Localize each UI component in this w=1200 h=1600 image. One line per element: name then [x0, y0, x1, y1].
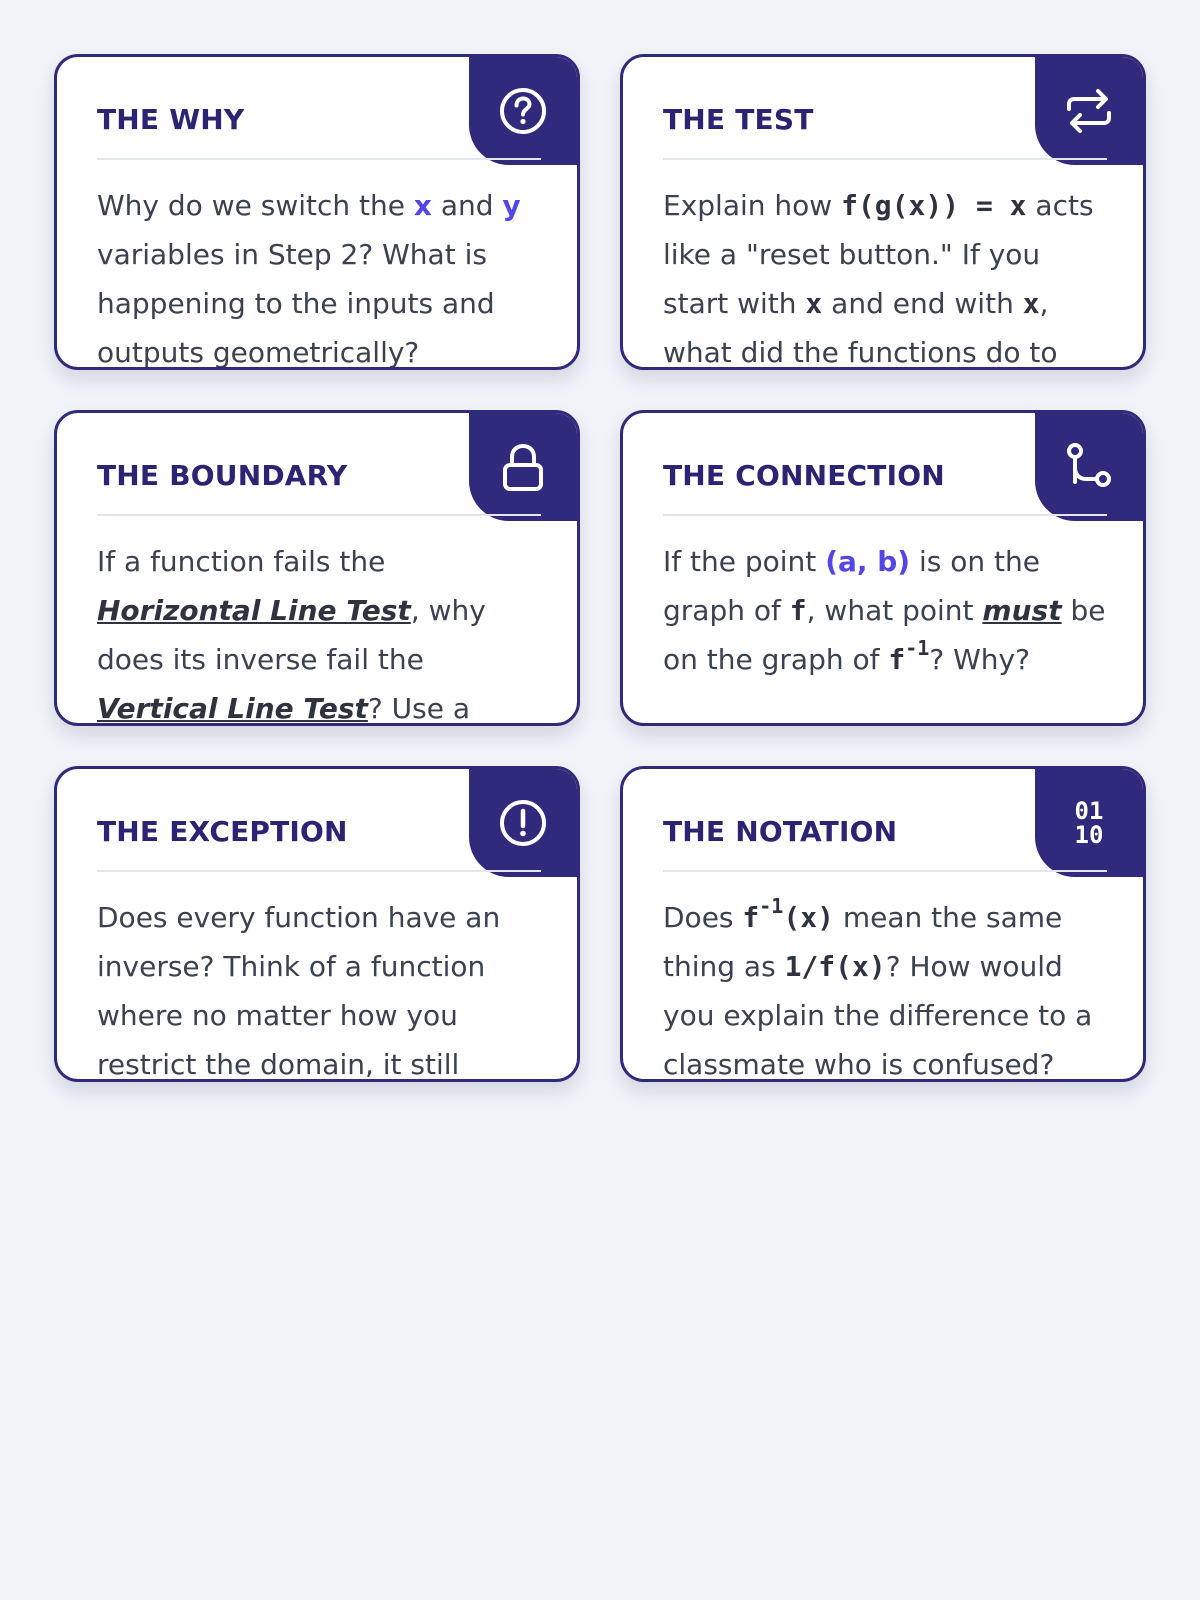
binary-icon-row: 01 — [1074, 797, 1104, 825]
vertical-line-test-term: Vertical Line Test — [97, 692, 368, 725]
card-the-exception — [54, 766, 580, 1082]
card-body: Does every function have an inverse? Think of a function where no matter how you restrict the domain, it still — [97, 901, 501, 1081]
divider — [663, 870, 1107, 872]
body-text: , what point — [806, 594, 983, 627]
lock-icon — [498, 441, 548, 493]
body-text: ? Use a — [367, 692, 471, 725]
card-body — [663, 893, 1113, 1082]
card-badge — [469, 413, 577, 521]
point-ab: (a, b) — [825, 545, 911, 578]
card-title: THE BOUNDARY — [97, 459, 348, 492]
function-f: f — [742, 901, 760, 934]
card-the-boundary — [54, 410, 580, 726]
must-emphasis: must — [982, 594, 1062, 627]
divider — [97, 870, 541, 872]
card-body — [97, 181, 547, 370]
body-text: ? How would you explain the difference to a classmate who is confused? — [663, 950, 1093, 1081]
exclamation-circle-icon — [498, 798, 548, 848]
reciprocal-expression: 1/f(x) — [784, 950, 886, 983]
binary-icon — [1075, 799, 1104, 847]
body-text: ? Why? — [929, 643, 1030, 676]
inverse-superscript: -1 — [759, 893, 784, 918]
card-the-connection — [620, 410, 1146, 726]
body-text: variables in Step 2? What is happening to the inputs and outputs geometrically? — [97, 238, 495, 369]
variable-x: x — [805, 287, 823, 320]
body-text: If the point — [663, 545, 826, 578]
repeat-arrows-icon — [1063, 86, 1115, 136]
card-title: THE WHY — [97, 103, 245, 136]
body-text: mean the same thing as — [663, 901, 1063, 983]
body-text: and end with — [822, 287, 1023, 320]
horizontal-line-test-term: Horizontal Line Test — [97, 594, 411, 627]
card-badge — [1035, 769, 1143, 877]
question-circle-icon — [498, 86, 548, 136]
function-f-inverse: f — [888, 643, 906, 676]
body-text: Does — [663, 901, 743, 934]
body-text: and — [431, 189, 503, 222]
card-badge — [1035, 413, 1143, 521]
body-text: Why do we switch the — [97, 189, 414, 222]
card-title: THE NOTATION — [663, 815, 898, 848]
divider — [97, 514, 541, 516]
variable-x: x — [413, 189, 432, 222]
binary-icon-row: 10 — [1074, 821, 1104, 849]
body-text: is on the graph of — [663, 545, 1041, 627]
card-title: THE TEST — [663, 103, 814, 136]
body-text: Explain how — [663, 189, 842, 222]
divider — [663, 514, 1107, 516]
divider — [663, 158, 1107, 160]
inverse-superscript: -1 — [905, 635, 930, 660]
variable-x: x — [1022, 287, 1040, 320]
body-text: , why does its inverse fail the — [97, 594, 486, 676]
card-body — [663, 537, 1113, 684]
body-text: If a function fails the — [97, 545, 386, 578]
card-the-why — [54, 54, 580, 370]
card-badge — [469, 57, 577, 165]
card-the-test — [620, 54, 1146, 370]
card-badge — [1035, 57, 1143, 165]
card-body — [97, 537, 547, 726]
body-text: , what did the functions do to — [663, 287, 1058, 369]
path-connection-icon — [1064, 442, 1114, 492]
prompt-card-grid — [54, 54, 1146, 1082]
variable-y: y — [502, 189, 521, 222]
body-text: acts like a "reset button." If you start with — [663, 189, 1094, 320]
card-the-notation — [620, 766, 1146, 1082]
divider — [97, 158, 541, 160]
function-f: f — [789, 594, 807, 627]
card-title: THE EXCEPTION — [97, 815, 348, 848]
card-badge — [469, 769, 577, 877]
card-body — [663, 181, 1113, 370]
card-title: THE CONNECTION — [663, 459, 945, 492]
body-text: be on the graph of — [663, 594, 1106, 676]
composition-expression: f(g(x)) = x — [841, 189, 1027, 222]
argument-x: (x) — [783, 901, 834, 934]
